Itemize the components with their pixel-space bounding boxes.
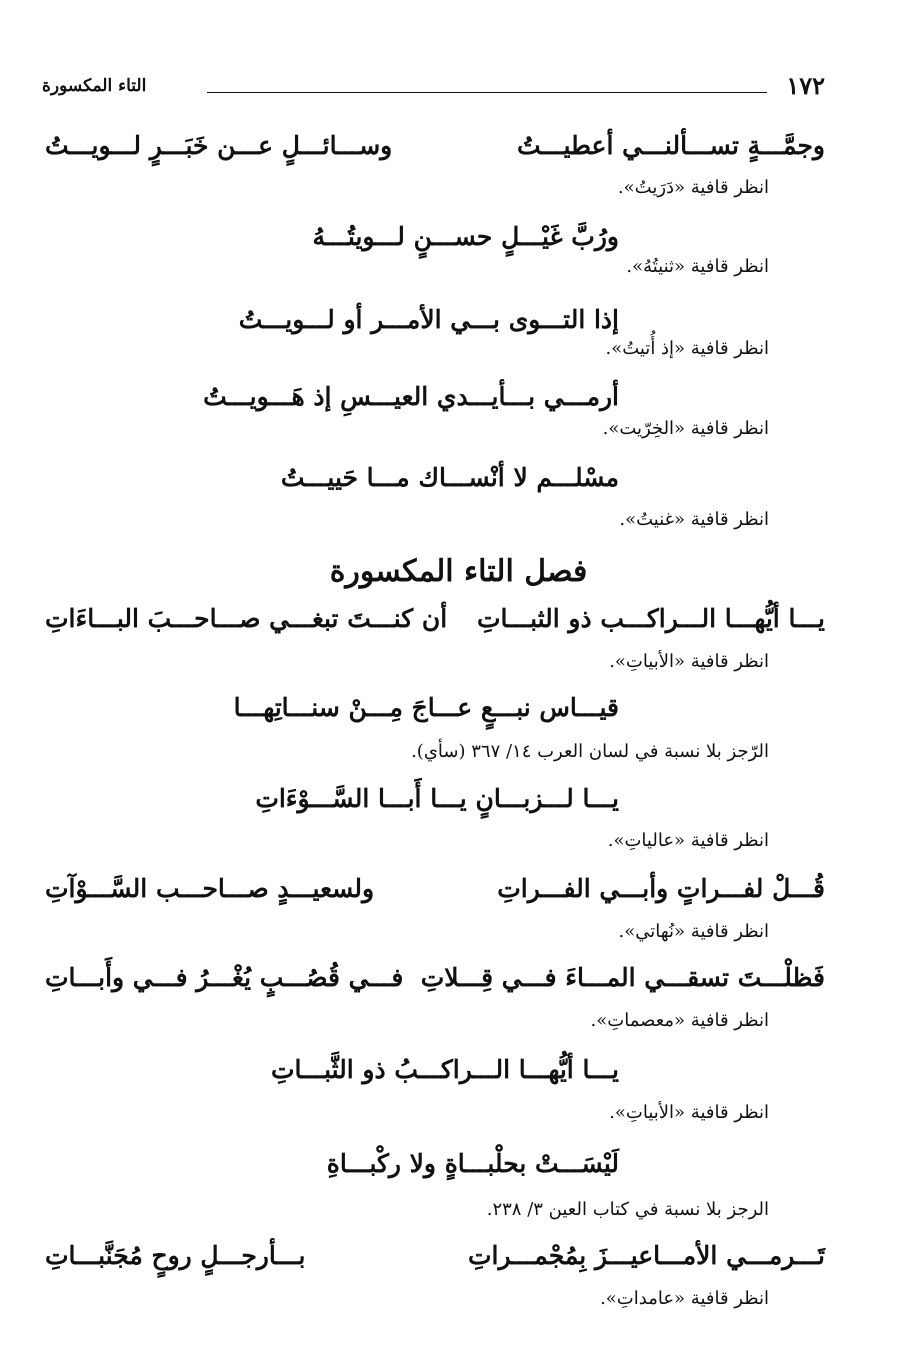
reference-note: انظر قافية «معصماتِ». (590, 1010, 769, 1031)
verse-line: يـــا أيُّهـــا الـــراكـــبُ ذو الثَّبـــاتِ (270, 1055, 619, 1084)
verse-line: لَيْسَـــتْ بحلْبـــاةٍ ولا ركْبـــاةِ (326, 1149, 619, 1178)
reference-note: الرّجز بلا نسبة في لسان العرب ١٤/ ٣٦٧ (سأي). (411, 741, 769, 762)
verse-line: قيـــاس نبـــعٍ عـــاجَ مِـــنْ سنـــاتِهـــا (233, 693, 619, 722)
hemistich-second: وســـائـــلٍ عـــن خَبَـــرٍ لـــويـــتُ (45, 131, 393, 160)
verse-line: يـــا لـــزبـــانٍ يـــا أَبـــا السَّـــوْءَاتِ (255, 784, 619, 813)
hemistich-first: يـــا أيُّهـــا الـــراكـــب ذو الثبـــاتِ (476, 604, 825, 633)
hemistich-first: فَظلْـــتَ تسقـــي المـــاءَ فـــي قِـــلاتِ (420, 963, 825, 992)
running-title: التاء المكسورة (42, 76, 147, 96)
section-title: فصل التاء المكسورة (329, 554, 588, 589)
reference-note: انظر قافية «الأبياتِ». (609, 651, 769, 672)
reference-note: انظر قافية «غنيتُ». (619, 509, 769, 530)
reference-note: انظر قافية «عامداتِ». (600, 1288, 769, 1309)
verse-line: ورُبَّ غَيْـــلٍ حســـنٍ لـــويتُـــهُ (312, 222, 619, 251)
hemistich-second: أن كنـــتَ تبغـــي صـــاحـــبَ البـــاءَاتِ (45, 604, 448, 633)
reference-note: انظر قافية «إذ أُتيتُ». (605, 338, 769, 359)
hemistich-second: ولسعيـــدٍ صـــاحـــب السَّـــوْآتِ (45, 874, 375, 903)
hemistich-second: فـــي قُصُـــبٍ يُغْـــرُ فـــي وأَبـــاتِ (45, 963, 404, 992)
page-number: ١٧٢ (786, 71, 825, 100)
hemistich-first: تَـــرمـــي الأمـــاعيـــزَ بِمُجْمـــراتِ (468, 1241, 825, 1270)
reference-note: انظر قافية «الأبياتِ». (609, 1102, 769, 1123)
header-rule (207, 92, 767, 93)
page-header (42, 68, 825, 104)
hemistich-first: وجمَّـــةٍ تســـألنـــي أعطيـــتُ (516, 131, 825, 160)
reference-note: انظر قافية «دَرَيتُ». (617, 177, 769, 198)
reference-note: انظر قافية «ثنيتُهُ». (626, 256, 769, 277)
verse-line: إذا التـــوى بـــي الأمـــر أو لـــويـــتُ (238, 305, 619, 334)
hemistich-first: قُـــلْ لفـــراتٍ وأبـــي الفـــراتِ (497, 874, 825, 903)
reference-note: الرجز بلا نسبة في كتاب العين ٣/ ٢٣٨. (486, 1199, 769, 1220)
reference-note: انظر قافية «الخِرّيت». (602, 418, 769, 439)
reference-note: انظر قافية «نُهاتي». (618, 921, 769, 942)
reference-note: انظر قافية «عالياتِ». (607, 830, 769, 851)
verse-line: مسْلـــم لا أنْســـاك مـــا حَييـــتُ (280, 463, 619, 492)
hemistich-second: بـــأرجـــلٍ روحٍ مُجَنَّبـــاتِ (45, 1241, 306, 1270)
verse-line: أرمـــي بـــأيـــدي العيـــسِ إذ هَـــويـــتُ (203, 382, 619, 411)
